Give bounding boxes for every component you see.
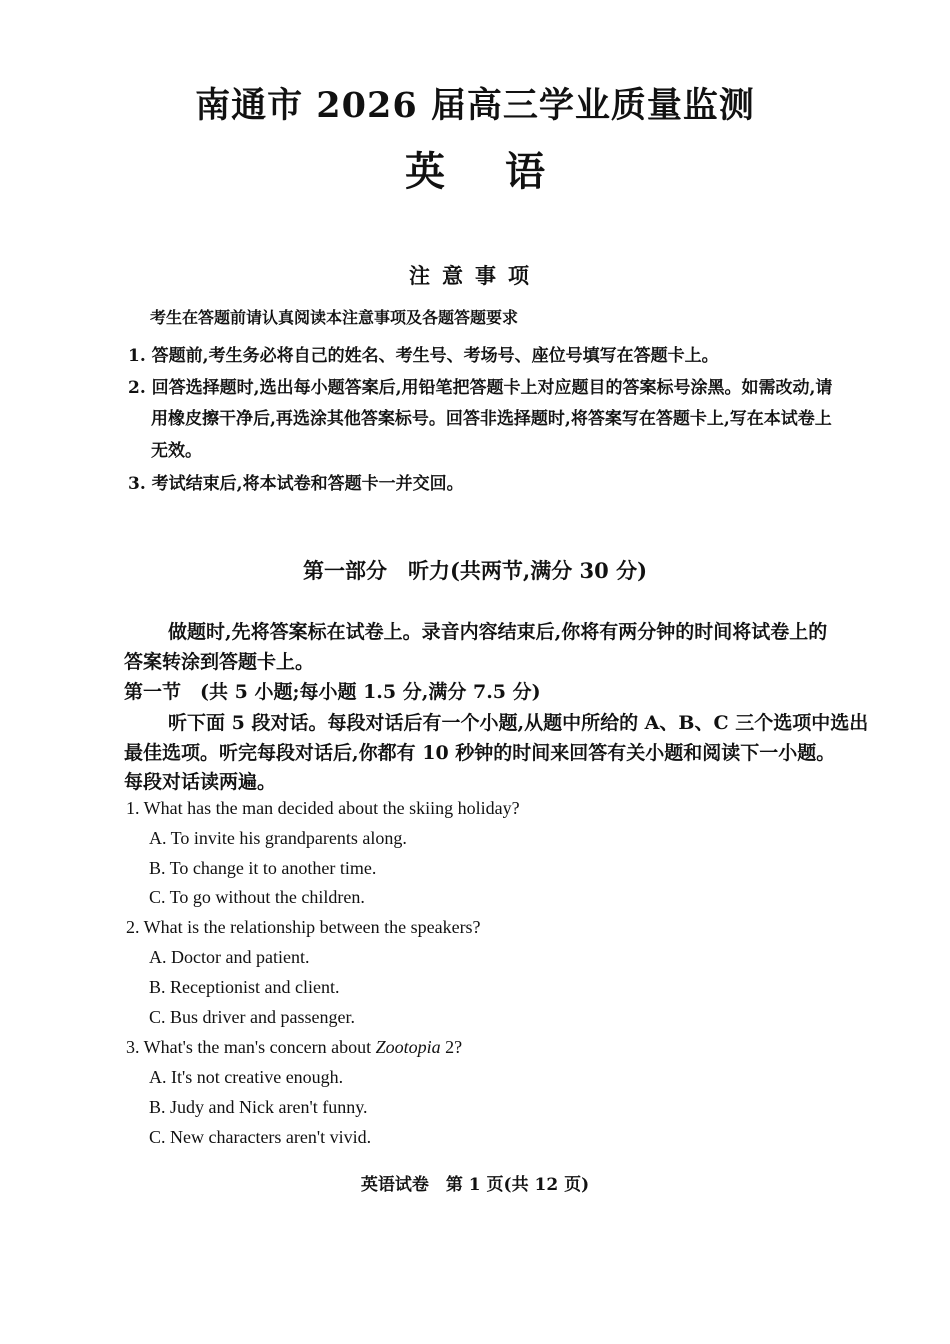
section-1-instruction-line-2: 最佳选项。听完每段对话后,你都有 10 秒钟的时间来回答有关小题和阅读下一小题。	[124, 742, 836, 764]
question-1-option-a: A. To invite his grandparents along.	[149, 828, 407, 848]
question-2-option-c: C. Bus driver and passenger.	[149, 1007, 355, 1027]
notice-title: 注意事项	[409, 263, 541, 288]
question-2-option-a: A. Doctor and patient.	[149, 947, 310, 967]
exam-title: 南通市 2026 届高三学业质量监测	[195, 85, 755, 126]
notice-item-2-line-3: 无效。	[151, 441, 202, 461]
page-footer: 英语试卷 第 1 页(共 12 页)	[360, 1175, 590, 1195]
question-3-stem-prefix: 3. What's the man's concern about	[126, 1037, 376, 1057]
notice-item-2-line-1: 2. 回答选择题时,选出每小题答案后,用铅笔把答题卡上对应题目的答案标号涂黑。如需改动,请	[128, 378, 833, 398]
question-3-stem	[126, 1037, 462, 1058]
question-1-stem: 1. What has the man decided about the skiing holiday?	[126, 798, 520, 818]
part-1-title: 第一部分 听力(共两节,满分 30 分)	[302, 558, 648, 583]
subject-title: 英语	[405, 148, 605, 195]
question-3-option-c: C. New characters aren't vivid.	[149, 1127, 372, 1147]
notice-item-1: 1. 答题前,考生务必将自己的姓名、考生号、考场号、座位号填写在答题卡上。	[128, 346, 719, 366]
question-1-option-c: C. To go without the children.	[149, 887, 365, 907]
question-3-option-a: A. It's not creative enough.	[149, 1067, 344, 1087]
part-1-instruction-line-1: 做题时,先将答案标在试卷上。录音内容结束后,你将有两分钟的时间将试卷上的	[168, 621, 828, 643]
question-2-stem: 2. What is the relationship between the speakers?	[126, 917, 481, 937]
question-1-option-b: B. To change it to another time.	[149, 858, 377, 878]
notice-item-2-line-2: 用橡皮擦干净后,再选涂其他答案标号。回答非选择题时,将答案写在答题卡上,写在本试卷上	[151, 409, 832, 429]
question-2-option-b: B. Receptionist and client.	[149, 977, 340, 997]
question-3-stem-suffix: 2?	[440, 1037, 463, 1057]
notice-item-3: 3. 考试结束后,将本试卷和答题卡一并交回。	[128, 474, 464, 494]
notice-intro: 考生在答题前请认真阅读本注意事项及各题答题要求	[150, 308, 519, 327]
part-1-instruction-line-2: 答案转涂到答题卡上。	[124, 651, 315, 673]
section-1-instruction-line-3: 每段对话读两遍。	[124, 771, 277, 793]
question-3-option-b: B. Judy and Nick aren't funny.	[149, 1097, 368, 1117]
question-3-stem-title: Zootopia	[375, 1037, 441, 1057]
section-1-instruction-line-1: 听下面 5 段对话。每段对话后有一个小题,从题中所给的 A、B、C 三个选项中选出	[168, 712, 869, 734]
section-1-title: 第一节 (共 5 小题;每小题 1.5 分,满分 7.5 分)	[124, 681, 541, 703]
